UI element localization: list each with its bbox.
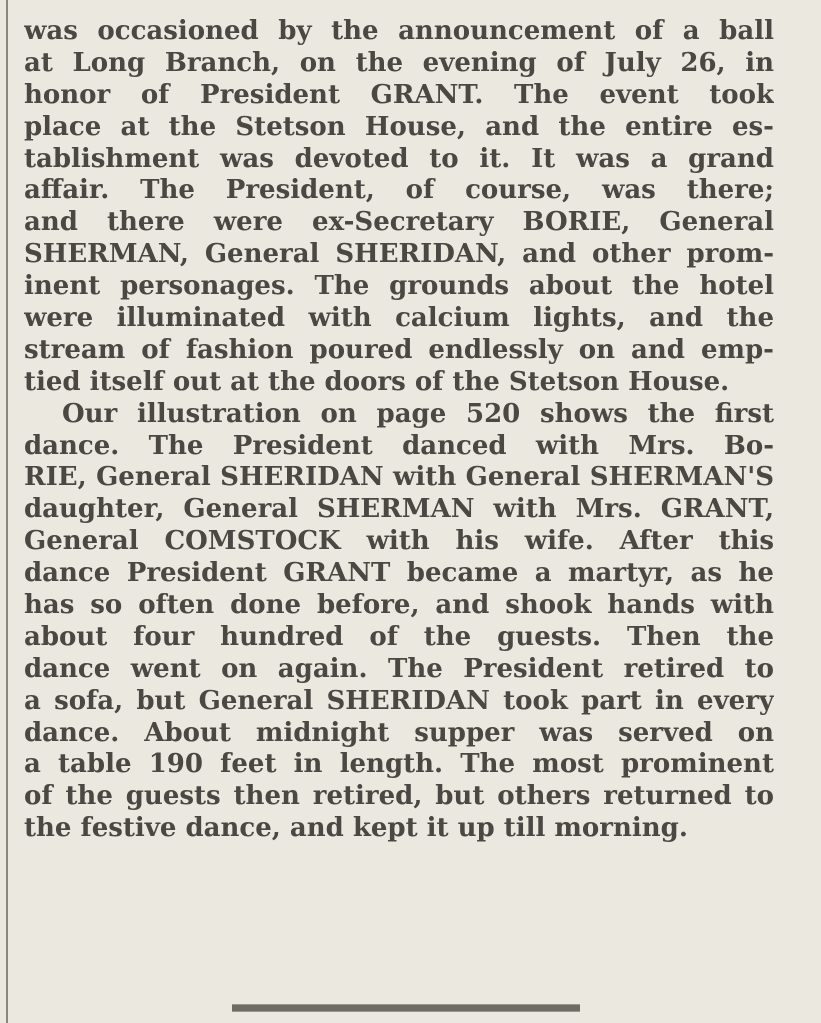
text-line: stream of fashion poured endlessly on and emp- <box>24 334 774 365</box>
text-line: a sofa, but General SHERIDAN took part in every <box>24 685 774 716</box>
article-body <box>24 16 774 845</box>
text-line: of the guests then retired, but others returned to <box>24 781 774 812</box>
text-line: and there were ex-Secretary BORIE, General <box>24 207 774 238</box>
text-line: dance. About midnight supper was served on <box>24 717 774 748</box>
text-line: about four hundred of the guests. Then the <box>24 621 774 652</box>
text-line: RIE, General SHERIDAN with General SHERMAN'S <box>24 462 774 493</box>
text-line: at Long Branch, on the evening of July 26, in <box>24 47 774 78</box>
text-line: tablishment was devoted to it. It was a grand <box>24 143 774 174</box>
text-line: daughter, General SHERMAN with Mrs. GRANT, <box>24 494 774 525</box>
text-line: General COMSTOCK with his wife. After this <box>24 526 774 557</box>
text-line: dance went on again. The President retired to <box>24 653 774 684</box>
text-line: affair. The President, of course, was there; <box>24 175 774 206</box>
text-line: place at the Stetson House, and the entire es- <box>24 111 774 142</box>
text-line: were illuminated with calcium lights, and the <box>24 303 774 334</box>
text-line: dance President GRANT became a martyr, as he <box>24 558 774 589</box>
text-line: tied itself out at the doors of the Stetson House. <box>24 366 730 397</box>
column-rule <box>6 0 8 1023</box>
article-end-rule <box>232 1004 580 1012</box>
text-line: inent personages. The grounds about the hotel <box>24 271 774 302</box>
text-line: dance. The President danced with Mrs. Bo- <box>24 430 774 461</box>
text-line: honor of President GRANT. The event took <box>24 79 774 110</box>
text-line: was occasioned by the announcement of a ball <box>24 16 774 46</box>
text-line: a table 190 feet in length. The most prominent <box>24 749 774 780</box>
text-line: has so often done before, and shook hands with <box>24 590 774 621</box>
text-line: the festive dance, and kept it up till morning. <box>24 813 688 844</box>
text-line: SHERMAN, General SHERIDAN, and other prom- <box>24 239 774 270</box>
text-line-paragraph-start: Our illustration on page 520 shows the first <box>62 398 774 429</box>
